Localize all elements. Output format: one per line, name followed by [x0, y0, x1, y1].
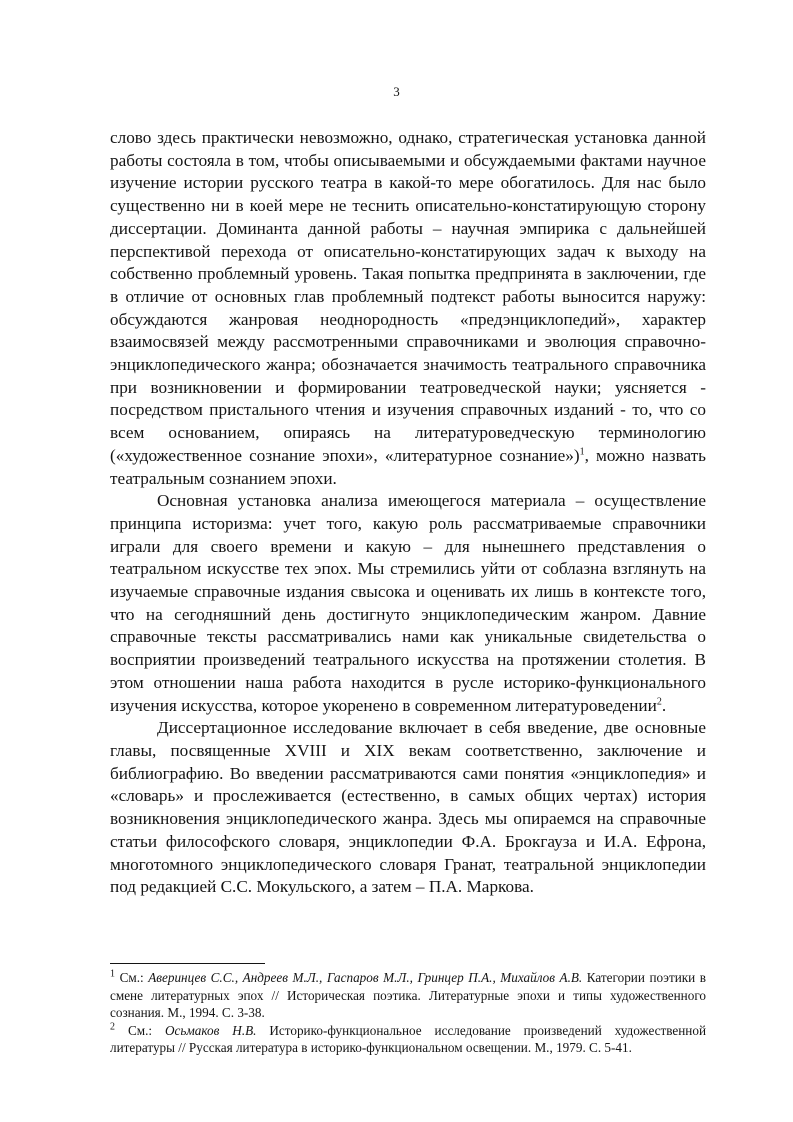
footnote-1: [110, 969, 706, 1022]
page-number: 3: [393, 84, 400, 99]
footnote-number: 1: [110, 968, 115, 980]
paragraph-text-end: .: [661, 695, 667, 715]
footnote-prefix: См.:: [127, 1022, 165, 1038]
paragraph-text-end: , можно назвать театральным сознанием эпохи.: [110, 445, 706, 488]
paragraph-text: Основная установка анализа имеющегося материала – осуществление принципа историзма: учет того, какую роль рассматриваемые справочники играли для своего времени и какую – для нынешнего представления о театральном искусстве тех эпох. Мы стремились уйти от соблазна взглянуть на изучаемые справочные издания свысока и оценивать их лишь в контексте того, что на сегодняшний день достигнуто энциклопедическим жанром. Давние справочные тексты рассматривались нами как уникальные свидетельства о восприятии произведений театрального искусства на протяжении столетия. В этом отношении наша работа находится в русле историко-функционального изучения искусства, которое укоренено в современном литературоведении: [110, 491, 706, 715]
paragraph-1: [110, 127, 706, 490]
footnote-prefix: См.:: [119, 970, 149, 985]
footnote-2: [110, 1022, 706, 1057]
footnotes: [110, 969, 706, 1057]
footnote-ref-1[interactable]: 1: [579, 446, 585, 458]
paragraph-2: [110, 490, 706, 717]
paragraph-text: слово здесь практически невозможно, однако, стратегическая установка данной работы состояла в том, чтобы описываемыми и обсуждаемыми фактами научное изучение истории русского театра в какой-то мере обогатилось. Для нас было существенно ни в коей мере не теснить описательно-констатирующую сторону диссертации. Доминанта данной работы – научная эмпирика с дальнейшей перспективой перехода от описательно-констатирующих задач к выходу на собственно проблемный уровень. Такая попытка предпринята в заключении, где в отличие от основных глав проблемный подтекст работы выносится наружу: обсуждаются жанровая неоднородность «предэнциклопедий», характер взаимосвязей между рассмотренными справочниками и эволюция справочно-энциклопедического жанра; обозначается значимость театрального справочника при возникновении и формировании театроведческой науки; уясняется - посредством пристального чтения и изучения справочных изданий - то, что со всем основанием, опираясь на литературоведческую терминологию («художественное сознание эпохи», «литературное сознание»): [110, 128, 706, 465]
body-text: [110, 127, 706, 899]
footnote-text: Историко-функциональное исследование произведений художественной литературы // Русская литература в историко-функциональном освещении. М., 1979. С. 5-41.: [110, 1022, 707, 1055]
footnote-authors: Аверинцев С.С., Андреев М.Л., Гаспаров М.Л., Гринцер П.А., Михайлов А.В.: [148, 970, 583, 985]
paragraph-text: Диссертационное исследование включает в себя введение, две основные главы, посвященные XVIII и XIX векам соответственно, заключение и библиографию. Во введении рассматриваются сами понятия «энциклопедия» и «словарь» и прослеживается (естественно, в самых общих чертах) история возникновения энциклопедического жанра. Здесь мы опираемся на справочные статьи философского словаря, энциклопедии Ф.А. Брокгауза и И.А. Ефрона, многотомного энциклопедического словаря Гранат, театральной энциклопедии под редакцией С.С. Мокульского, а затем – П.А. Маркова.: [110, 718, 706, 897]
paragraph-3: [110, 717, 706, 899]
footnote-ref-2[interactable]: 2: [656, 695, 662, 707]
footnote-text: Категории поэтики в смене литературных эпох // Историческая поэтика. Литературные эпохи и типы художественного сознания. М., 1994. С. 3-38.: [110, 970, 707, 1020]
footnote-authors: Осьмаков Н.В.: [164, 1022, 257, 1038]
footnote-number: 2: [110, 1021, 115, 1033]
footnote-divider: [110, 963, 265, 964]
